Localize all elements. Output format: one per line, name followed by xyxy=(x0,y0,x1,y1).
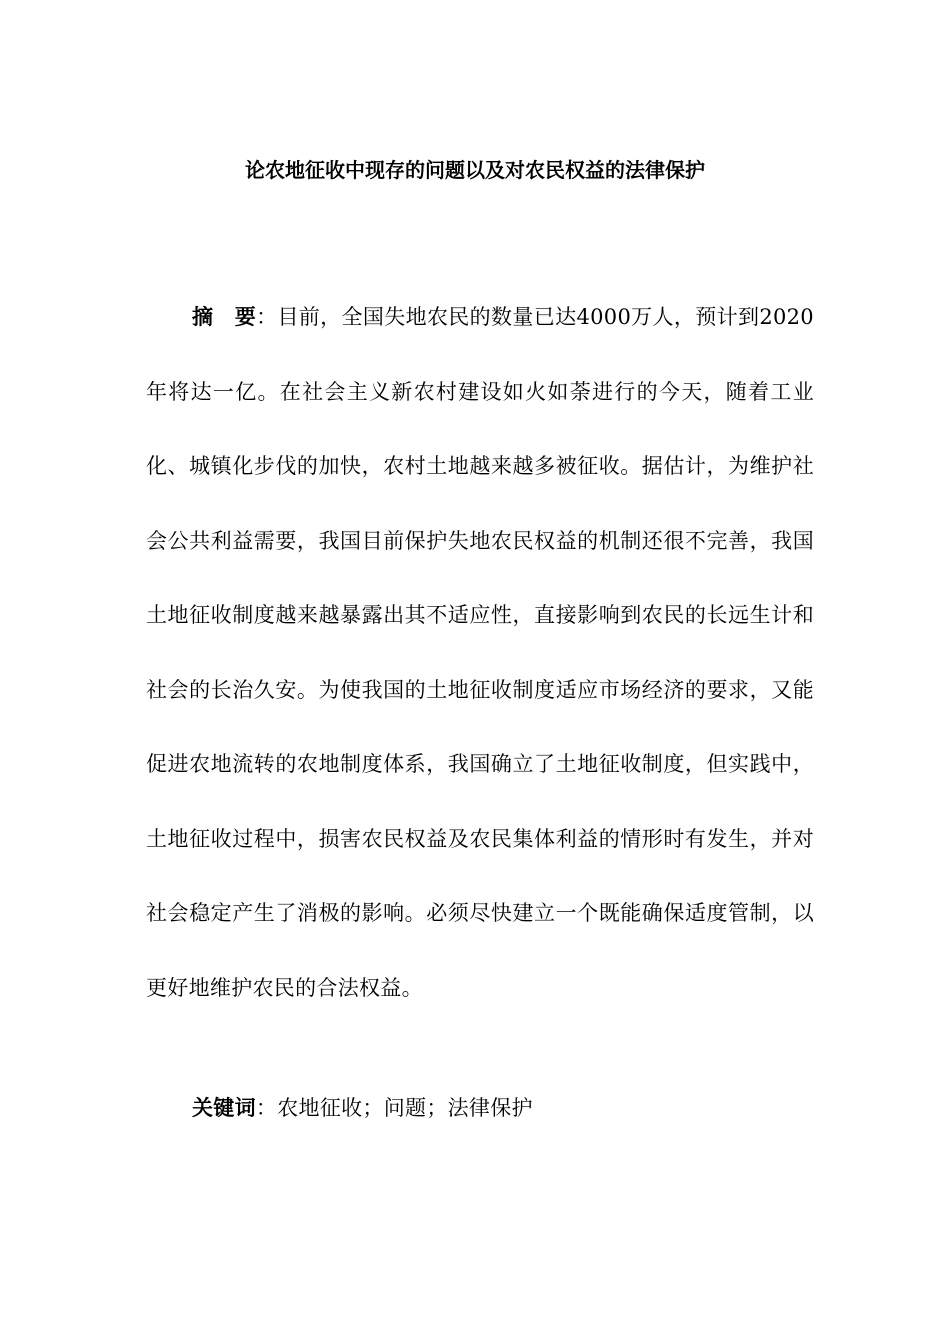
keywords-separator: ： xyxy=(255,1096,278,1120)
abstract-label: 摘 要 xyxy=(192,304,257,329)
abstract-text: 目前，全国失地农民的数量已达4000万人，预计到2020年将达一亿。在社会主义新农村建设如火如荼进行的今天，随着工业化、城镇化步伐的加快，农村土地越来越多被征收。据估计，为维护社会公共利益需要，我国目前保护失地农民权益的机制还很不完善，我国土地征收制度越来越暴露出其不适应性，直接影响到农民的长远生计和社会的长治久安。为使我国的土地征收制度适应市场经济的要求，又能促进农地流转的农地制度体系，我国确立了土地征收制度，但实践中，土地征收过程中，损害农民权益及农民集体利益的情形时有发生，并对社会稳定产生了消极的影响。必须尽快建立一个既能确保适度管制，以更好地维护农民的合法权益。 xyxy=(146,305,814,1000)
keywords-text: 农地征收；问题；法律保护 xyxy=(277,1096,533,1120)
document-title: 论农地征收中现存的问题以及对农民权益的法律保护 xyxy=(245,158,705,182)
abstract-paragraph xyxy=(146,280,814,1025)
abstract-separator: ： xyxy=(256,305,278,329)
keywords-label: 关键词 xyxy=(192,1095,256,1120)
keywords-line xyxy=(192,1088,812,1128)
